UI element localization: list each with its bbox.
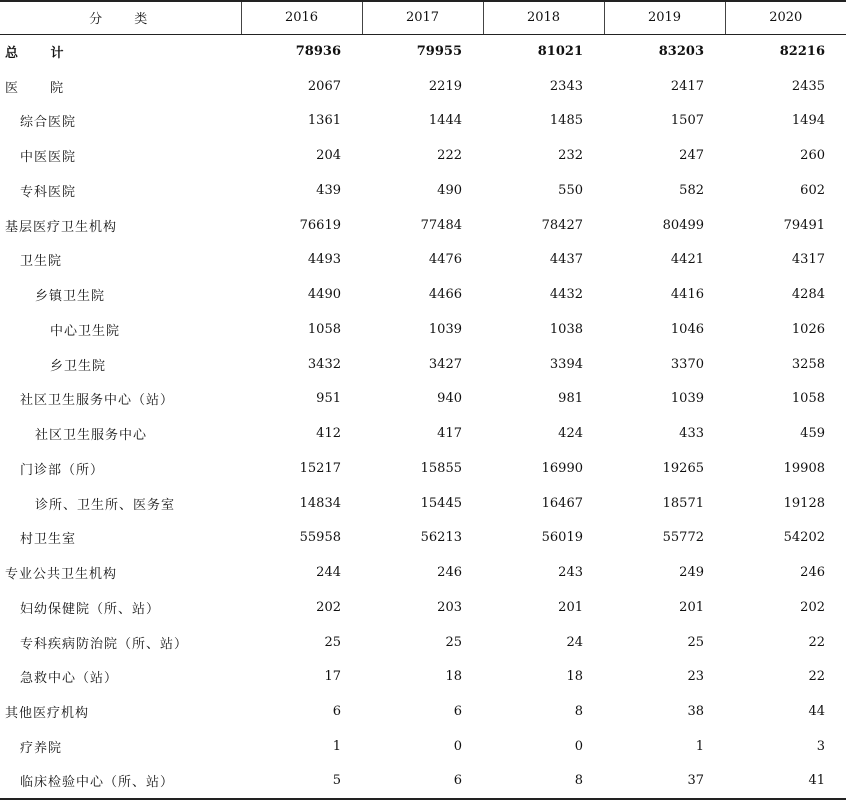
value-cell-2019: 1507 [670, 113, 704, 129]
value-cell-2020: 260 [800, 148, 825, 164]
table-row-township-health-center [0, 277, 846, 312]
row-label: 中心卫生院 [50, 323, 121, 339]
value-cell-2018: 1485 [549, 113, 583, 129]
value-cell-2018: 3394 [549, 356, 583, 372]
header-year-2017: 2017 [362, 1, 483, 34]
value-cell-2018: 424 [558, 426, 583, 442]
row-label: 综合医院 [20, 115, 77, 131]
value-cell-2017: 417 [437, 426, 462, 442]
value-cell-2020: 79491 [783, 217, 825, 233]
value-cell-2016: 14834 [299, 495, 341, 511]
value-cell-2017: 18 [445, 669, 462, 685]
value-cell-2016: 4490 [307, 287, 341, 303]
row-label: 村卫生室 [20, 532, 77, 548]
value-cell-2020: 54202 [783, 530, 825, 546]
row-label: 疗养院 [20, 740, 63, 756]
value-cell-2017: 6 [362, 764, 483, 799]
value-cell-2019: 19265 [662, 460, 704, 476]
row-label: 妇幼保健院（所、站） [20, 601, 161, 617]
row-label: 其他医疗机构 [5, 706, 90, 722]
value-cell-2017: 15855 [420, 460, 462, 476]
table-row-disease-prevention-hospital [0, 625, 846, 660]
row-label: 专科疾病防治院（所、站） [20, 636, 189, 652]
value-cell-2017: 6 [453, 704, 462, 720]
row-label: 基层医疗卫生机构 [5, 219, 118, 235]
value-cell-2018: 4437 [549, 252, 583, 268]
table-row-specialized-hospital [0, 173, 846, 208]
table-row-other-medical-institutions [0, 694, 846, 729]
value-cell-2020: 44 [808, 704, 825, 720]
value-cell-2019: 3370 [670, 356, 704, 372]
value-cell-2019: 83203 [658, 44, 704, 60]
value-cell-2016: 244 [316, 565, 341, 581]
value-cell-2020: 602 [800, 182, 825, 198]
value-cell-2018: 232 [558, 148, 583, 164]
value-cell-2019: 55772 [662, 530, 704, 546]
value-cell-2019: 249 [679, 565, 704, 581]
value-cell-2020: 459 [800, 426, 825, 442]
value-cell-2019: 433 [679, 426, 704, 442]
value-cell-2016: 1361 [307, 113, 341, 129]
value-cell-2018: 4432 [549, 287, 583, 303]
value-cell-2020: 41 [725, 764, 846, 799]
value-cell-2016: 76619 [299, 217, 341, 233]
value-cell-2018: 78427 [541, 217, 583, 233]
table-row-clinical-lab-center [0, 764, 846, 799]
row-label: 卫生院 [20, 254, 63, 270]
row-label: 专科医院 [20, 184, 77, 200]
value-cell-2019: 1 [695, 738, 704, 754]
value-cell-2020: 82216 [779, 44, 825, 60]
value-cell-2016: 15217 [299, 460, 341, 476]
row-label: 总 计 [5, 46, 78, 62]
value-cell-2020: 22 [808, 669, 825, 685]
table-row-rural-health-center [0, 347, 846, 382]
table-row-community-health-service-center-station [0, 382, 846, 417]
value-cell-2019: 25 [687, 634, 704, 650]
value-cell-2020: 1058 [791, 391, 825, 407]
value-cell-2016: 2067 [307, 78, 341, 94]
value-cell-2016: 4493 [307, 252, 341, 268]
table-row-emergency-center [0, 660, 846, 695]
value-cell-2016: 55958 [299, 530, 341, 546]
value-cell-2020: 19128 [783, 495, 825, 511]
header-year-2019: 2019 [604, 1, 725, 34]
value-cell-2017: 79955 [416, 44, 462, 60]
header-category: 分 类 [0, 1, 241, 34]
table-row-central-health-center [0, 312, 846, 347]
row-label: 社区卫生服务中心（站） [20, 393, 175, 409]
value-cell-2019: 247 [679, 148, 704, 164]
value-cell-2020: 202 [800, 599, 825, 615]
value-cell-2019: 38 [687, 704, 704, 720]
table-row-total [0, 34, 846, 69]
value-cell-2017: 77484 [420, 217, 462, 233]
table-row-community-health-service-center [0, 416, 846, 451]
value-cell-2018: 8 [483, 764, 604, 799]
value-cell-2017: 0 [453, 738, 462, 754]
value-cell-2016: 204 [316, 148, 341, 164]
value-cell-2017: 4476 [428, 252, 462, 268]
table-body [0, 34, 846, 799]
value-cell-2020: 19908 [783, 460, 825, 476]
header-year-2018: 2018 [483, 1, 604, 34]
value-cell-2017: 203 [437, 599, 462, 615]
value-cell-2017: 222 [437, 148, 462, 164]
value-cell-2016: 17 [324, 669, 341, 685]
table-header [0, 1, 846, 34]
value-cell-2018: 243 [558, 565, 583, 581]
row-label: 急救中心（站） [20, 671, 119, 687]
table-row-public-health-institutions [0, 555, 846, 590]
row-label: 门诊部（所） [20, 462, 105, 478]
value-cell-2019: 4416 [670, 287, 704, 303]
table-row-sanatorium [0, 729, 846, 764]
value-cell-2017: 246 [437, 565, 462, 581]
value-cell-2016: 1 [332, 738, 341, 754]
value-cell-2020: 4317 [791, 252, 825, 268]
value-cell-2017: 490 [437, 182, 462, 198]
value-cell-2020: 22 [808, 634, 825, 650]
row-label: 社区卫生服务中心 [35, 428, 148, 444]
value-cell-2018: 201 [558, 599, 583, 615]
value-cell-2018: 981 [558, 391, 583, 407]
value-cell-2018: 2343 [549, 78, 583, 94]
value-cell-2018: 16467 [541, 495, 583, 511]
value-cell-2016: 25 [324, 634, 341, 650]
value-cell-2017: 4466 [428, 287, 462, 303]
value-cell-2016: 1058 [307, 321, 341, 337]
value-cell-2018: 8 [574, 704, 583, 720]
value-cell-2020: 1026 [791, 321, 825, 337]
header-row [0, 1, 846, 34]
value-cell-2017: 56213 [420, 530, 462, 546]
row-label: 中医医院 [20, 150, 77, 166]
value-cell-2018: 81021 [537, 44, 583, 60]
value-cell-2019: 80499 [662, 217, 704, 233]
value-cell-2020: 246 [800, 565, 825, 581]
row-label: 医 院 [5, 80, 78, 96]
value-cell-2019: 1046 [670, 321, 704, 337]
value-cell-2017: 1039 [428, 321, 462, 337]
value-cell-2019: 2417 [670, 78, 704, 94]
value-cell-2018: 16990 [541, 460, 583, 476]
table-row-general-hospital [0, 104, 846, 139]
value-cell-2019: 1039 [670, 391, 704, 407]
row-label: 专业公共卫生机构 [5, 567, 118, 583]
table-row-health-center [0, 243, 846, 278]
value-cell-2016: 5 [241, 764, 362, 799]
value-cell-2020: 4284 [791, 287, 825, 303]
value-cell-2018: 24 [566, 634, 583, 650]
header-year-2020: 2020 [725, 1, 846, 34]
value-cell-2019: 23 [687, 669, 704, 685]
value-cell-2016: 951 [316, 391, 341, 407]
value-cell-2016: 202 [316, 599, 341, 615]
value-cell-2020: 1494 [791, 113, 825, 129]
header-year-2016: 2016 [241, 1, 362, 34]
row-label: 诊所、卫生所、医务室 [35, 497, 176, 513]
value-cell-2019: 18571 [662, 495, 704, 511]
value-cell-2019: 582 [679, 182, 704, 198]
value-cell-2017: 2219 [428, 78, 462, 94]
value-cell-2017: 15445 [420, 495, 462, 511]
value-cell-2017: 3427 [428, 356, 462, 372]
value-cell-2018: 1038 [549, 321, 583, 337]
value-cell-2016: 78936 [295, 44, 341, 60]
table-row-hospital [0, 69, 846, 104]
row-label: 乡卫生院 [50, 358, 107, 374]
row-label: 临床检验中心（所、站） [0, 764, 241, 799]
value-cell-2017: 1444 [428, 113, 462, 129]
value-cell-2019: 201 [679, 599, 704, 615]
value-cell-2019: 4421 [670, 252, 704, 268]
row-label: 乡镇卫生院 [35, 289, 106, 305]
table-row-village-clinic [0, 521, 846, 556]
value-cell-2017: 25 [445, 634, 462, 650]
value-cell-2016: 439 [316, 182, 341, 198]
value-cell-2019: 37 [604, 764, 725, 799]
table-row-primary-care-institutions [0, 208, 846, 243]
table-row-tcm-hospital [0, 138, 846, 173]
value-cell-2017: 940 [437, 391, 462, 407]
value-cell-2018: 56019 [541, 530, 583, 546]
value-cell-2016: 3432 [307, 356, 341, 372]
table-row-maternal-child-health-hospital [0, 590, 846, 625]
value-cell-2016: 6 [332, 704, 341, 720]
value-cell-2020: 3258 [791, 356, 825, 372]
value-cell-2020: 2435 [791, 78, 825, 94]
value-cell-2020: 3 [816, 738, 825, 754]
value-cell-2018: 550 [558, 182, 583, 198]
table-row-clinic-infirmary [0, 486, 846, 521]
table-row-outpatient-department [0, 451, 846, 486]
value-cell-2016: 412 [316, 426, 341, 442]
value-cell-2018: 18 [566, 669, 583, 685]
value-cell-2018: 0 [574, 738, 583, 754]
